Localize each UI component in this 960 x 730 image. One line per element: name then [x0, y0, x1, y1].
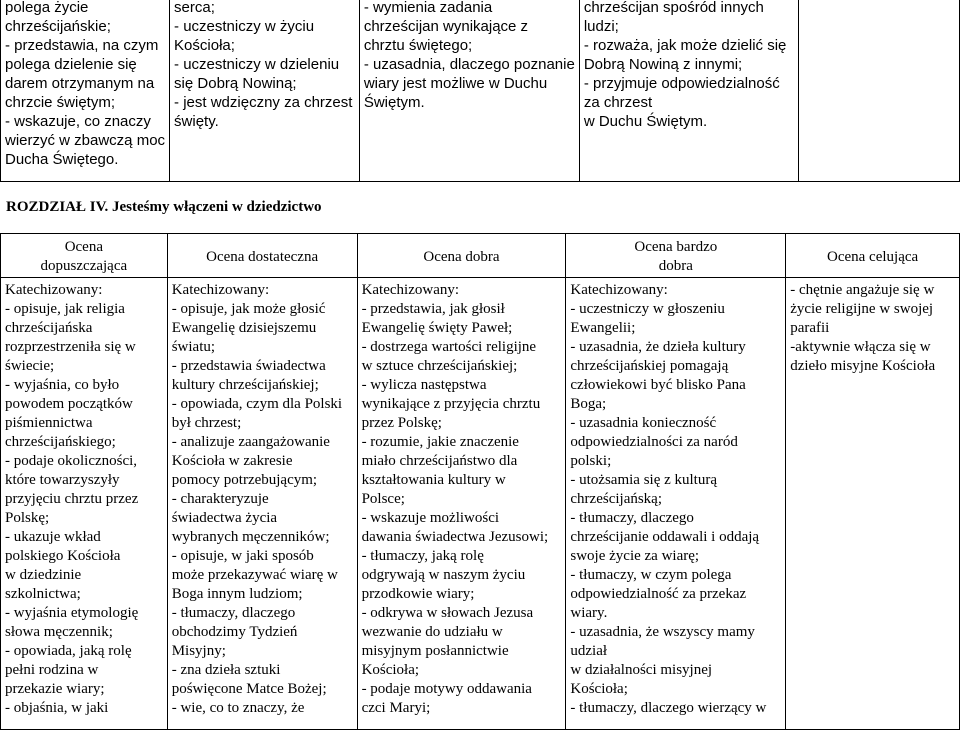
cell-line: chrzcie świętym; — [5, 94, 116, 111]
cell-line: -aktywnie włącza się w — [790, 339, 931, 355]
cell-line: Ewangelię dzisiejszemu — [171, 320, 317, 336]
cell-line: był chrzest; — [171, 415, 242, 431]
cell-line: - wskazuje, co znaczy — [5, 113, 151, 130]
cell-line: - przyjmuje odpowiedzialność — [583, 75, 780, 92]
cell-line: święty. — [174, 113, 219, 130]
cell-line: - opisuje, w jaki sposób — [171, 548, 314, 564]
cell-line: wybranych męczenników; — [171, 529, 330, 545]
cell-line: - podaje motywy oddawania — [361, 681, 532, 697]
cell-line: wiary. — [570, 605, 608, 621]
cell-line: chrześcijan spośród innych — [583, 0, 764, 16]
cell-line: - tłumaczy, w czym polega — [570, 567, 732, 583]
cell-line: w działalności misyjnej — [570, 662, 713, 678]
cell-line: - tłumaczy, jaką rolę — [361, 548, 484, 564]
cell-line: Boga innym ludziom; — [171, 586, 303, 602]
cell-line: - rozumie, jakie znaczenie — [361, 434, 519, 450]
cell-line: życie religijne w swojej — [790, 301, 934, 317]
cell-line: swoje życie za wiarę; — [570, 548, 700, 564]
chapter-label: ROZDZIAŁ IV. — [6, 199, 109, 215]
cell-line: Dobrą Nowiną z innymi; — [583, 56, 743, 73]
cell-line: ludzi; — [583, 18, 619, 35]
cell-line: dobra — [658, 258, 693, 274]
cell-line: dawania świadectwa Jezusowi; — [361, 529, 549, 545]
cell-line: Misyjny; — [171, 643, 226, 659]
cell-line: - wie, co to znaczy, że — [171, 700, 305, 716]
cell-line: chrześcijańskie; — [5, 18, 111, 35]
cell-line: Ocena dostateczna — [206, 248, 319, 265]
cell-line: polskiego Kościoła — [5, 548, 121, 564]
cell-line: - wskazuje możliwości — [361, 510, 500, 526]
cell-line: serca; — [174, 0, 215, 16]
cell-line: - uczestniczy w głoszeniu — [570, 301, 725, 317]
cell-line: wezwanie do udziału w — [361, 624, 503, 640]
grade-requirements-cell — [1, 278, 168, 730]
cell-line: polega dzielenie się — [5, 56, 137, 73]
grade-requirements-cell — [167, 278, 357, 730]
cell-line: - ukazuje wkład — [5, 529, 101, 545]
cell-line: człowiekowi być blisko Pana — [570, 377, 746, 393]
cell-line: Polskę; — [5, 510, 50, 526]
grade-header — [566, 234, 786, 278]
chapter-title: Jesteśmy włączeni w dziedzictwo — [112, 199, 322, 215]
cell-line: chrześcijańskiego; — [5, 434, 116, 450]
cell-line: - przedstawia świadectwa — [171, 358, 326, 374]
cell-line: odpowiedzialności za naród — [570, 434, 738, 450]
cell-line: Katechizowany: — [361, 282, 460, 298]
cell-line: - przedstawia, na czym — [5, 37, 159, 54]
cell-line: Katechizowany: — [5, 282, 103, 298]
cell-line: kształtowania kultury w — [361, 472, 506, 488]
cell-line: - utożsamia się z kulturą — [570, 472, 718, 488]
cell-line: - opowiada, czym dla Polski — [171, 396, 343, 412]
grade-requirements-table — [0, 233, 960, 730]
cell-line: może przekazywać wiarę w — [171, 567, 338, 583]
cell-line: obchodzimy Tydzień — [171, 624, 298, 640]
cell-line: miało chrześcijaństwo dla — [361, 453, 518, 469]
cell-line: powodem początków — [5, 396, 133, 412]
cell-line: - opowiada, jaką rolę — [5, 643, 132, 659]
cell-line: - wylicza następstwa — [361, 377, 487, 393]
cell-line: - uczestniczy w życiu — [174, 18, 315, 35]
grade-requirements-cell — [357, 278, 566, 730]
cell-line: - podaje okoliczności, — [5, 453, 138, 469]
cell-line: poświęcone Matce Bożej; — [171, 681, 327, 697]
cell-line: - przedstawia, jak głosił — [361, 301, 505, 317]
cell-line: - chętnie angażuje się w — [790, 282, 935, 298]
grade-header — [1, 234, 168, 278]
grade-requirements-cell — [786, 278, 960, 730]
cell-line: - dostrzega wartości religijne — [361, 339, 537, 355]
cell-line: pomocy potrzebującym; — [171, 472, 318, 488]
top-cell — [579, 0, 798, 182]
cell-line: - uzasadnia, że wszyscy mamy — [570, 624, 755, 640]
cell-line: - opisuje, jak religia — [5, 301, 125, 317]
cell-line: - wyjaśnia etymologię — [5, 605, 139, 621]
cell-line: Kościoła w zakresie — [171, 453, 293, 469]
cell-line: Katechizowany: — [570, 282, 668, 298]
cell-line: chrześcijańska — [5, 320, 93, 336]
cell-line: darem otrzymanym na — [5, 75, 155, 92]
cell-line: szkolnictwa; — [5, 586, 81, 602]
cell-line: Ducha Świętego. — [5, 151, 119, 168]
cell-line: dopuszczająca — [40, 258, 128, 274]
top-cell — [1, 0, 170, 182]
cell-line: chrztu świętego; — [363, 37, 473, 54]
cell-line: Kościoła; — [361, 662, 420, 678]
top-cell — [799, 0, 960, 182]
cell-line: w dziedzinie — [5, 567, 82, 583]
cell-line: słowa męczennik; — [5, 624, 113, 640]
cell-line: - tłumaczy, dlaczego wierzący w — [570, 700, 767, 716]
cell-line: misyjnym posłannictwie — [361, 643, 509, 659]
cell-line: przekazie wiary; — [5, 681, 105, 697]
cell-line: polski; — [570, 453, 612, 469]
cell-line: pełni rodzina w — [5, 662, 99, 678]
cell-line: chrześcijańskiej pomagają — [570, 358, 729, 374]
cell-line: Ocena celująca — [827, 248, 919, 265]
cell-line: wierzyć w zbawczą moc — [5, 132, 166, 149]
cell-line: chrześcijanie oddawali i oddają — [570, 529, 760, 545]
cell-line: wiary jest możliwe w Duchu — [363, 75, 548, 92]
cell-line: Ocena dobra — [423, 248, 500, 265]
cell-line: Polsce; — [361, 491, 405, 507]
grade-requirements-cell — [566, 278, 786, 730]
cell-line: - opisuje, jak może głosić — [171, 301, 326, 317]
cell-line: Kościoła; — [174, 37, 235, 54]
chapter-heading — [6, 198, 322, 217]
cell-line: chrześcijańską; — [570, 491, 663, 507]
cell-line: przodkowie wiary; — [361, 586, 475, 602]
cell-line: chrześcijan wynikające z — [363, 18, 529, 35]
cell-line: przyjęciu chrztu przez — [5, 491, 139, 507]
top-cell — [170, 0, 360, 182]
cell-line: Katechizowany: — [171, 282, 270, 298]
cell-line: rozprzestrzeniła się w — [5, 339, 136, 355]
cell-line: odgrywają w naszym życiu — [361, 567, 526, 583]
cell-line: Ewangelii; — [570, 320, 636, 336]
cell-line: - charakteryzuje — [171, 491, 269, 507]
cell-line: wynikające z przyjęcia chrztu — [361, 396, 541, 412]
cell-line: - analizuje zaangażowanie — [171, 434, 330, 450]
cell-line: - uzasadnia, dlaczego poznanie — [363, 56, 575, 73]
cell-line: Ocena bardzo — [634, 239, 718, 255]
cell-line: za chrzest — [583, 94, 653, 111]
grade-header — [167, 234, 357, 278]
grade-header — [786, 234, 960, 278]
cell-line: które towarzyszyły — [5, 472, 120, 488]
cell-line: w Duchu Świętym. — [583, 113, 708, 130]
cell-line: światu; — [171, 339, 216, 355]
cell-line: - tłumaczy, dlaczego — [570, 510, 694, 526]
cell-line: Ocena — [64, 239, 103, 255]
cell-line: - uzasadnia konieczność — [570, 415, 717, 431]
cell-line: - zna dzieła sztuki — [171, 662, 281, 678]
cell-line: - objaśnia, w jaki — [5, 700, 109, 716]
cell-line: Ewangelię święty Paweł; — [361, 320, 513, 336]
cell-line: - wymienia zadania — [363, 0, 493, 16]
cell-line: przez Polskę; — [361, 415, 442, 431]
cell-line: czci Maryi; — [361, 700, 431, 716]
cell-line: udział — [570, 643, 608, 659]
cell-line: się Dobrą Nowiną; — [174, 75, 297, 92]
cell-line: Boga; — [570, 396, 607, 412]
cell-line: piśmiennictwa — [5, 415, 93, 431]
cell-line: Świętym. — [363, 94, 425, 111]
grade-header — [357, 234, 566, 278]
cell-line: Kościoła; — [570, 681, 628, 697]
cell-line: - uczestniczy w dzieleniu — [174, 56, 340, 73]
cell-line: odpowiedzialność za przekaz — [570, 586, 747, 602]
cell-line: - wyjaśnia, co było — [5, 377, 120, 393]
cell-line: dzieło misyjne Kościoła — [790, 358, 936, 374]
cell-line: polega życie — [5, 0, 89, 16]
cell-line: parafii — [790, 320, 830, 336]
cell-line: - uzasadnia, że dzieła kultury — [570, 339, 746, 355]
cell-line: kultury chrześcijańskiej; — [171, 377, 319, 393]
cell-line: świadectwa życia — [171, 510, 278, 526]
cell-line: - jest wdzięczny za chrzest — [174, 94, 353, 111]
cell-line: świecie; — [5, 358, 55, 374]
top-cell — [359, 0, 579, 182]
previous-chapter-table — [0, 0, 960, 182]
cell-line: - tłumaczy, dlaczego — [171, 605, 296, 621]
cell-line: - odkrywa w słowach Jezusa — [361, 605, 534, 621]
cell-line: w sztuce chrześcijańskiej; — [361, 358, 518, 374]
cell-line: - rozważa, jak może dzielić się — [583, 37, 787, 54]
